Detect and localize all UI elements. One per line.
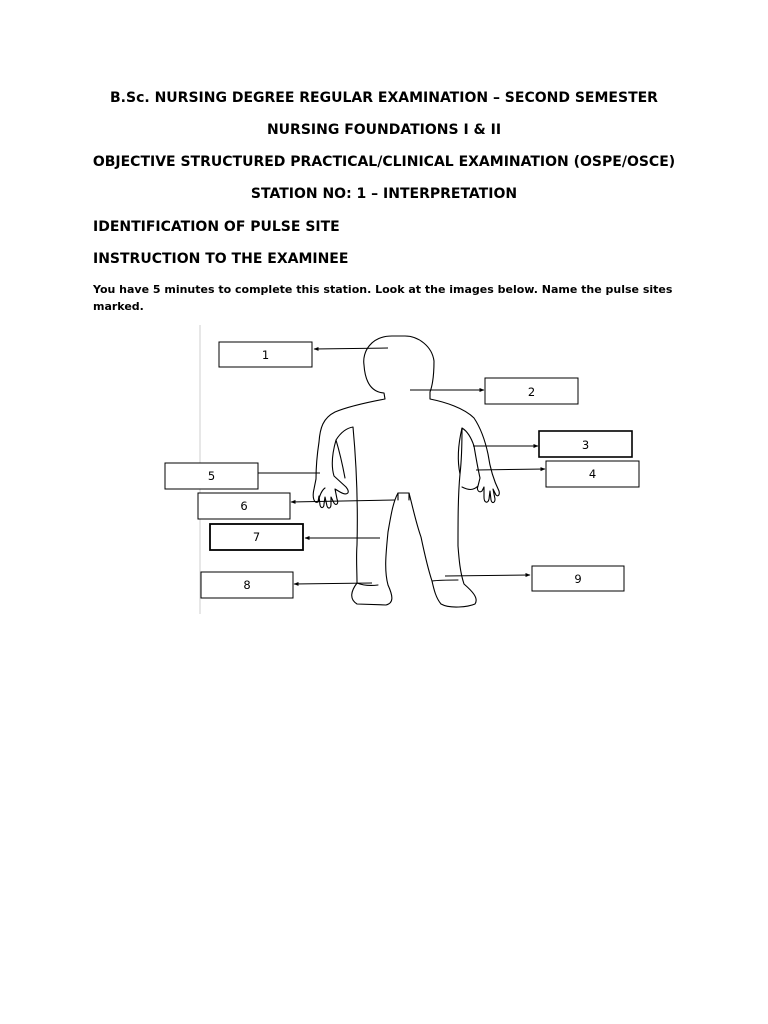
pointer-1 — [314, 348, 388, 349]
label-4: 4 — [588, 467, 597, 481]
label-3: 3 — [581, 438, 590, 452]
exam-title: B.Sc. NURSING DEGREE REGULAR EXAMINATION – SECOND SEMESTER — [110, 90, 658, 106]
crotch-line — [398, 493, 409, 500]
label-9: 9 — [574, 572, 582, 586]
right-foot-line — [432, 580, 458, 581]
left-arm-inner-line — [336, 440, 345, 478]
label-7: 7 — [252, 530, 261, 544]
label-8: 8 — [243, 578, 251, 592]
pointer-6 — [291, 500, 395, 502]
label-6: 6 — [240, 499, 248, 513]
human-body-outline — [313, 336, 499, 607]
instruction-text: You have 5 minutes to complete this station. Look at the images below. Name the pulse sites marked. — [93, 283, 673, 313]
station-title: STATION NO: 1 – INTERPRETATION — [250, 186, 518, 202]
section-title: IDENTIFICATION OF PULSE SITE — [93, 219, 340, 235]
left-hand-thumb — [318, 488, 325, 502]
label-2: 2 — [527, 385, 536, 399]
label-5: 5 — [207, 469, 216, 483]
pointer-9 — [445, 575, 530, 576]
subject-title: NURSING FOUNDATIONS I & II — [266, 122, 502, 138]
instruction-heading: INSTRUCTION TO THE EXAMINEE — [93, 251, 349, 267]
right-hand-thumb — [462, 486, 478, 490]
body-silhouette — [313, 336, 499, 607]
exam-type-title: OBJECTIVE STRUCTURED PRACTICAL/CLINICAL EXAMINATION (OSPE/OSCE) — [92, 154, 676, 170]
label-1: 1 — [261, 348, 270, 362]
pointer-4 — [476, 469, 545, 470]
label-boxes — [165, 342, 639, 598]
